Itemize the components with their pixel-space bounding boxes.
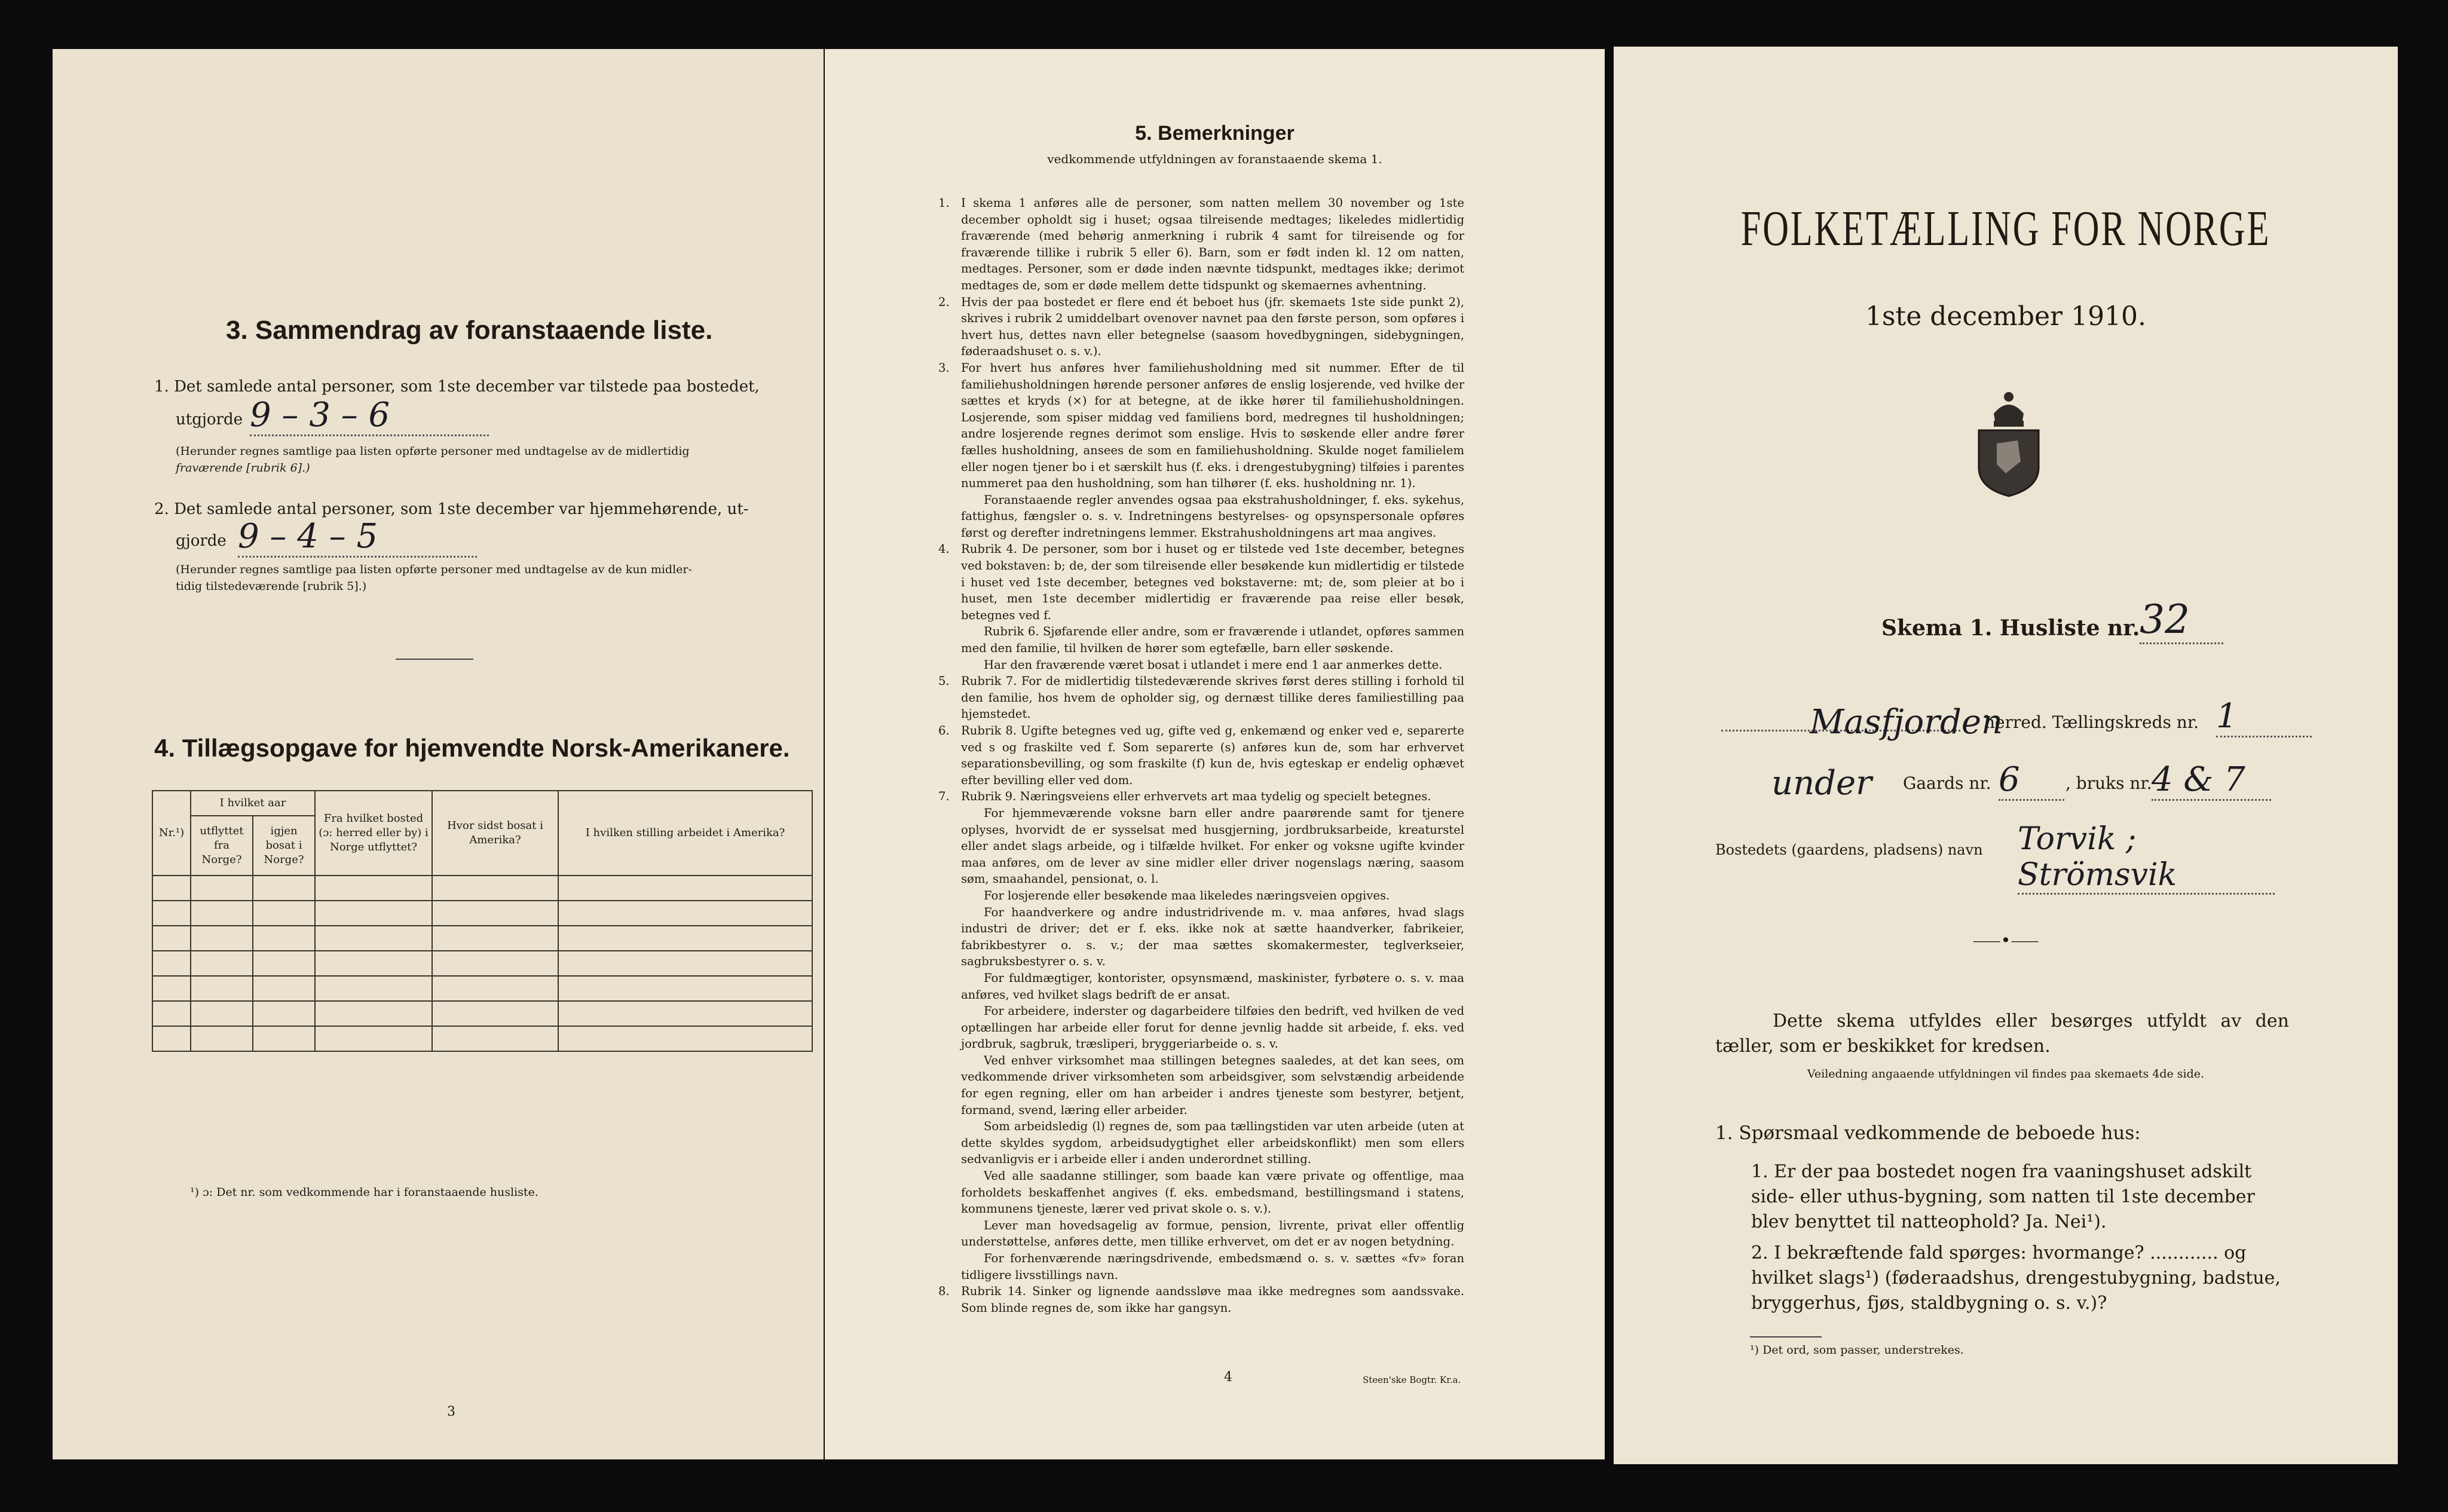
remark-paragraph — [938, 723, 1464, 788]
remark-paragraph — [938, 1003, 1464, 1052]
table-cell — [432, 976, 558, 1001]
remarks-title: 5. Bemerkninger — [1135, 122, 1295, 145]
footnote-rule — [1750, 1336, 1822, 1337]
remark-paragraph — [938, 294, 1464, 360]
remark-text: For losjerende eller besøkende maa likeledes næringsveien opgives. — [984, 888, 1390, 902]
remark-paragraph — [938, 887, 1464, 904]
table-cell — [315, 1001, 432, 1026]
remark-text: Rubrik 6. Sjøfarende eller andre, som er fraværende i utlandet, opføres sammen med den familie, til hvilken de hører som egtefælle, barn eller søskende. — [961, 625, 1464, 656]
table-cell — [253, 876, 315, 901]
q2-note-1: (Herunder regnes samtlige paa listen opførte personer med undtagelse av de kun midler- — [176, 563, 692, 576]
table-cell — [432, 926, 558, 951]
gaards-label: Gaards nr. — [1903, 773, 1991, 793]
table-cell — [191, 876, 253, 901]
table-cell — [315, 901, 432, 926]
remark-paragraph — [938, 788, 1464, 805]
remark-paragraph — [938, 360, 1464, 492]
remark-paragraph — [938, 1250, 1464, 1283]
q2-prefix: gjorde — [176, 532, 227, 550]
herred-value: Masfjorden — [1810, 703, 2003, 742]
table-cell — [253, 976, 315, 1001]
q2-note-2: tidig tilstedeværende [rubrik 5].) — [176, 580, 367, 593]
remark-text: For hvert hus anføres hver familiehusholdning med sit nummer. Efter de til familiehusholdningen hørende personer anføres de enslig losjerende, ved hvilke der sættes et kryds (×) for at betegne, at de ikke hører til familiehusholdningen. Losjerende, som spiser middag ved familiens bord, medregnes til husholdningen; andre losjerende regnes derimot som enslige. Hvis to søskende eller andre fører fælles husholdning, ansees de som en familiehusholdning. Skulde noget familielem eller nogen tjener bo i et særskilt hus (f. eks. i drengestubygning) tilføies i parentes nummeret paa den husholdning, som han tilhører (f. eks. husholdning nr. 1). — [961, 360, 1464, 491]
col-fra-bosted: Fra hvilket bosted (ɔ: herred eller by) i Norge utflyttet? — [315, 791, 432, 876]
main-title: FOLKETÆLLING FOR NORGE — [1740, 201, 2271, 256]
table-cell — [253, 926, 315, 951]
table-cell — [432, 901, 558, 926]
remark-paragraph — [938, 904, 1464, 970]
divider — [396, 659, 473, 660]
remark-paragraph — [938, 1118, 1464, 1168]
page-4 — [825, 49, 1605, 1459]
remark-text: For haandverkere og andre industridrivende m. v. maa anføres, hvad slags industri de driver; det er f. eks. ikke nok at sætte haandverker, fabrikeier, fabrikbestyrer o. s. v.; der maa sættes skomakermester, teglverkseier, sagbruksbestyrer o. s. v. — [961, 905, 1464, 969]
remark-number: 7. — [938, 789, 950, 804]
bruks-label: , bruks nr. — [2066, 773, 2152, 793]
remark-paragraph — [938, 195, 1464, 294]
question-1: 1. Er der paa bostedet nogen fra vaaningshuset adskilt side- eller uthus-bygning, som natten til 1ste december blev benyttet til natteophold? Ja. Nei¹). — [1751, 1161, 2255, 1232]
remark-text: Rubrik 8. Ugifte betegnes ved ug, gifte ved g, enkemænd og enker ved e, separerte ved s og fraskilte ved f. Som separerte (s) anføres kun de, som har erhvervet separationsbevilling, og som fraskilte (f) kun de, hvis egteskap er endelig ophævet efter bevilling eller ved dom. — [961, 724, 1464, 787]
remark-number: 3. — [938, 360, 950, 375]
remarks-subtitle: vedkommende utfyldningen av foranstaaende skema 1. — [1047, 152, 1382, 166]
table-cell — [152, 1026, 191, 1051]
remark-text: Har den fraværende været bosat i utlandet i mere end 1 aar anmerkes dette. — [984, 657, 1443, 672]
table-cell — [315, 951, 432, 976]
bosted-label: Bostedets (gaardens, pladsens) navn — [1715, 841, 1983, 858]
col-nr: Nr.¹) — [152, 791, 191, 876]
col-amerika-bosat: Hvor sidst bosat i Amerika? — [432, 791, 558, 876]
q1-note-2: fraværende [rubrik 6].) — [176, 461, 310, 475]
table-cell — [315, 976, 432, 1001]
remark-text: Foranstaaende regler anvendes ogsaa paa ekstrahusholdninger, f. eks. sykehus, fattighus, fængsler o. s. v. Indretningens bestyrelses- og opsynspersonale opføres først og derefter indretningens lemmer. Ekstrahusholdningens art maa angives. — [961, 492, 1464, 540]
remark-text: Som arbeidsledig (l) regnes de, som paa tællingstiden var uten arbeide (uten at dette skyldes sygdom, arbeidsudygtighet eller arbeidskonflikt) men som ellers sedvanligvis er i arbeide eller i anden underordnet stilling. — [961, 1119, 1464, 1167]
remark-text: Rubrik 14. Sinker og lignende aandssløve maa ikke medregnes som aandssvake. Som blinde regnes de, som ikke har gangsyn. — [961, 1284, 1464, 1315]
table-cell — [152, 926, 191, 951]
remark-text: Lever man hovedsagelig av formue, pension, livrente, privat eller offentlig understøttelse, anføres dette, men tillike erhvervet, om det er av nogen betydning. — [961, 1218, 1464, 1249]
footnote: ¹) Det ord, som passer, understrekes. — [1750, 1343, 1964, 1357]
skema-label: Skema 1. Husliste nr. — [1881, 616, 2140, 641]
remark-paragraph — [938, 1168, 1464, 1217]
table-cell — [315, 926, 432, 951]
table-cell — [558, 901, 812, 926]
table-cell — [152, 1001, 191, 1026]
remark-paragraph — [938, 1052, 1464, 1118]
remark-paragraph — [938, 492, 1464, 541]
q2-value: 9 – 4 – 5 — [238, 517, 477, 558]
remark-paragraph — [938, 1217, 1464, 1250]
intro-note: Veiledning angaaende utfyldningen vil findes paa skemaets 4de side. — [1807, 1067, 2205, 1081]
table-cell — [152, 901, 191, 926]
remark-text: For fuldmægtiger, kontorister, opsynsmænd, maskinister, fyrbøtere o. s. v. maa anføres, ved hvilket slags bedrift de er ansat. — [961, 971, 1464, 1002]
remark-paragraph — [938, 657, 1464, 674]
table-cell — [253, 901, 315, 926]
table-cell — [191, 926, 253, 951]
table-cell — [191, 1026, 253, 1051]
remark-text: For forhenværende næringsdrivende, embedsmænd o. s. v. sættes «fv» foran tidligere livsstillings navn. — [961, 1251, 1464, 1282]
gaards-nr: 6 — [1999, 760, 2064, 801]
table-cell — [253, 1026, 315, 1051]
remark-text: Rubrik 9. Næringsveiens eller erhvervets art maa tydelig og specielt betegnes. — [961, 789, 1431, 804]
table-cell — [253, 1001, 315, 1026]
table-cell — [191, 901, 253, 926]
table-cell — [315, 876, 432, 901]
table-cell — [152, 951, 191, 976]
ornament-divider: ⸺•⸺ — [1972, 931, 2039, 950]
coat-of-arms-icon — [1970, 384, 2048, 497]
printer-mark: Steen'ske Bogtr. Kr.a. — [1363, 1375, 1461, 1385]
remark-text: Rubrik 4. De personer, som bor i huset og er tilstede ved 1ste december, betegnes ved bokstaven: b; de, der som tilreisende eller besøkende kun midlertidig er tilstede i huset ved 1ste december, betegnes ved bokstaverne: mt; de, som pleier at bo i huset, men 1ste december midlertidig er fraværende paa reise eller besøk, betegnes ved f. — [961, 542, 1464, 622]
remark-paragraph — [938, 673, 1464, 723]
table-cell — [558, 1001, 812, 1026]
remark-number: 5. — [938, 674, 950, 688]
kreds-nr: 1 — [2216, 697, 2312, 737]
remark-text: Ved alle saadanne stillinger, som baade kan være private og offentlige, maa forholdets beskaffenhet angives (f. eks. embedsmand, bestillingsmand i statens, kommunens tjeneste, lærer ved privat skole o. s. v.). — [961, 1169, 1464, 1216]
question-2: 2. I bekræftende fald spørges: hvormange? ............ og hvilket slags¹) (føderaadshus, drengestubygning, badstue, bryggerhus, fjøs, staldbygning o. s. v.)? — [1751, 1242, 2281, 1314]
remark-text: Ved enhver virksomhet maa stillingen betegnes saaledes, at det kan sees, om vedkommende driver virksomheten som arbeidsgiver, som selvstændig arbeidende for egen regning, eller om han arbeider i andres tjeneste som bestyrer, betjent, formand, svend, læring eller arbeider. — [961, 1053, 1464, 1117]
table-cell — [152, 976, 191, 1001]
husliste-nr: 32 — [2140, 596, 2223, 644]
col-utflyttet: utflyttet fra Norge? — [191, 816, 253, 876]
remark-paragraph — [938, 1283, 1464, 1316]
table-cell — [432, 1001, 558, 1026]
q2-line: 2. Det samlede antal personer, som 1ste december var hjemmehørende, ut- — [154, 500, 749, 518]
remark-paragraph — [938, 805, 1464, 887]
remark-text: Hvis der paa bostedet er flere end ét beboet hus (jfr. skemaets 1ste side punkt 2), skrives i rubrik 2 umiddelbart ovenover navnet paa den første person, som opføres i hvert hus, dettes navn eller betegnelse (saasom hovedbygningen, sidebygningen, føderaadshuset o. s. v.). — [961, 295, 1464, 359]
remark-number: 1. — [938, 196, 950, 210]
table-cell — [432, 876, 558, 901]
col-stilling: I hvilken stilling arbeidet i Amerika? — [558, 791, 812, 876]
table-cell — [315, 1026, 432, 1051]
q1-note-1: (Herunder regnes samtlige paa listen opførte personer med undtagelse av de midlertidig — [176, 445, 690, 458]
table-cell — [558, 976, 812, 1001]
bosted-value: Torvik ; Strömsvik — [2018, 821, 2275, 895]
norsk-amerikanere-table — [152, 790, 813, 1052]
remark-text: I skema 1 anføres alle de personer, som natten mellem 30 november og 1ste december opholdt sig i huset; ogsaa tilreisende medtages; likeledes midlertidig fraværende (med behørig anmerkning i rubrik 4 samt for tilreisende og for fraværende tillike i rubrik 5 eller 6). Barn, som er født inden kl. 12 om natten, medtages. Personer, som er døde inden nævnte tidspunkt, medtages ikke; derimot medtages de, som er døde mellem dette tidspunkt og skemaernes avhentning. — [961, 196, 1464, 292]
table-cell — [558, 951, 812, 976]
page-3 — [53, 49, 824, 1459]
table-cell — [191, 1001, 253, 1026]
herred-label: herred. Tællingskreds nr. — [1984, 712, 2199, 732]
question-heading: 1. Spørsmaal vedkommende de beboede hus: — [1715, 1122, 2141, 1144]
table-cell — [432, 951, 558, 976]
page-number: 4 — [1224, 1370, 1232, 1385]
page-1 — [1614, 47, 2398, 1464]
col-igjen-bosat: igjen bosat i Norge? — [253, 816, 315, 876]
remark-number: 6. — [938, 724, 950, 737]
remark-paragraph — [938, 541, 1464, 623]
remarks-list — [938, 195, 1464, 1316]
remark-text: Rubrik 7. For de midlertidig tilstedeværende skrives først deres stilling i forhold til den familie, hos hvem de opholder sig, og dernæst tillike deres familiestilling paa hjemstedet. — [961, 674, 1464, 721]
q1-line: 1. Det samlede antal personer, som 1ste december var tilstede paa bostedet, — [154, 378, 760, 396]
section-4-title: 4. Tillægsopgave for hjemvendte Norsk-Amerikanere. — [154, 734, 790, 762]
footnote: ¹) ɔ: Det nr. som vedkommende har i foranstaaende husliste. — [190, 1186, 538, 1199]
table-cell — [432, 1026, 558, 1051]
remark-number: 4. — [938, 542, 950, 556]
remark-paragraph — [938, 970, 1464, 1003]
remark-text: For arbeidere, inderster og dagarbeidere tilføies den bedrift, ved hvilken de ved optællingen har arbeide eller forut for denne jevnlig hadde sit arbeide, f. eks. ved jordbruk, sagbruk, træsliperi, bryggeriarbeide o. s. v. — [961, 1004, 1464, 1051]
table-cell — [558, 1026, 812, 1051]
remark-paragraph — [938, 623, 1464, 656]
table-cell — [558, 876, 812, 901]
census-date: 1ste december 1910. — [1865, 301, 2147, 332]
col-aar: I hvilket aar — [191, 791, 315, 816]
intro-text: Dette skema utfyldes eller besørges utfyldt av den tæller, som er beskikket for kredsen. — [1715, 1011, 2289, 1057]
q1-value: 9 – 3 – 6 — [250, 396, 489, 436]
table-cell — [191, 951, 253, 976]
table-cell — [191, 976, 253, 1001]
remark-number: 2. — [938, 295, 950, 309]
q1-prefix: utgjorde — [176, 411, 243, 428]
page-number: 3 — [447, 1404, 455, 1419]
table-cell — [253, 951, 315, 976]
gaards-prefix: under — [1771, 764, 1872, 803]
remark-text: For hjemmeværende voksne barn eller andre paarørende samt for tjenere oplyses, hvorvidt de er sysselsat med husgjerning, jordbruksarbeide, kreaturstel eller andet slags arbeide, og i tilfælde hvilket. For enker og voksne ugifte kvinder maa anføres, om de lever av sine midler eller driver nogenslags næring, saasom søm, smaahandel, pensionat, o. l. — [961, 806, 1464, 886]
bruks-nr: 4 & 7 — [2152, 760, 2271, 801]
section-3-title: 3. Sammendrag av foranstaaende liste. — [226, 316, 713, 345]
remark-number: 8. — [938, 1284, 950, 1299]
table-cell — [558, 926, 812, 951]
table-cell — [152, 876, 191, 901]
